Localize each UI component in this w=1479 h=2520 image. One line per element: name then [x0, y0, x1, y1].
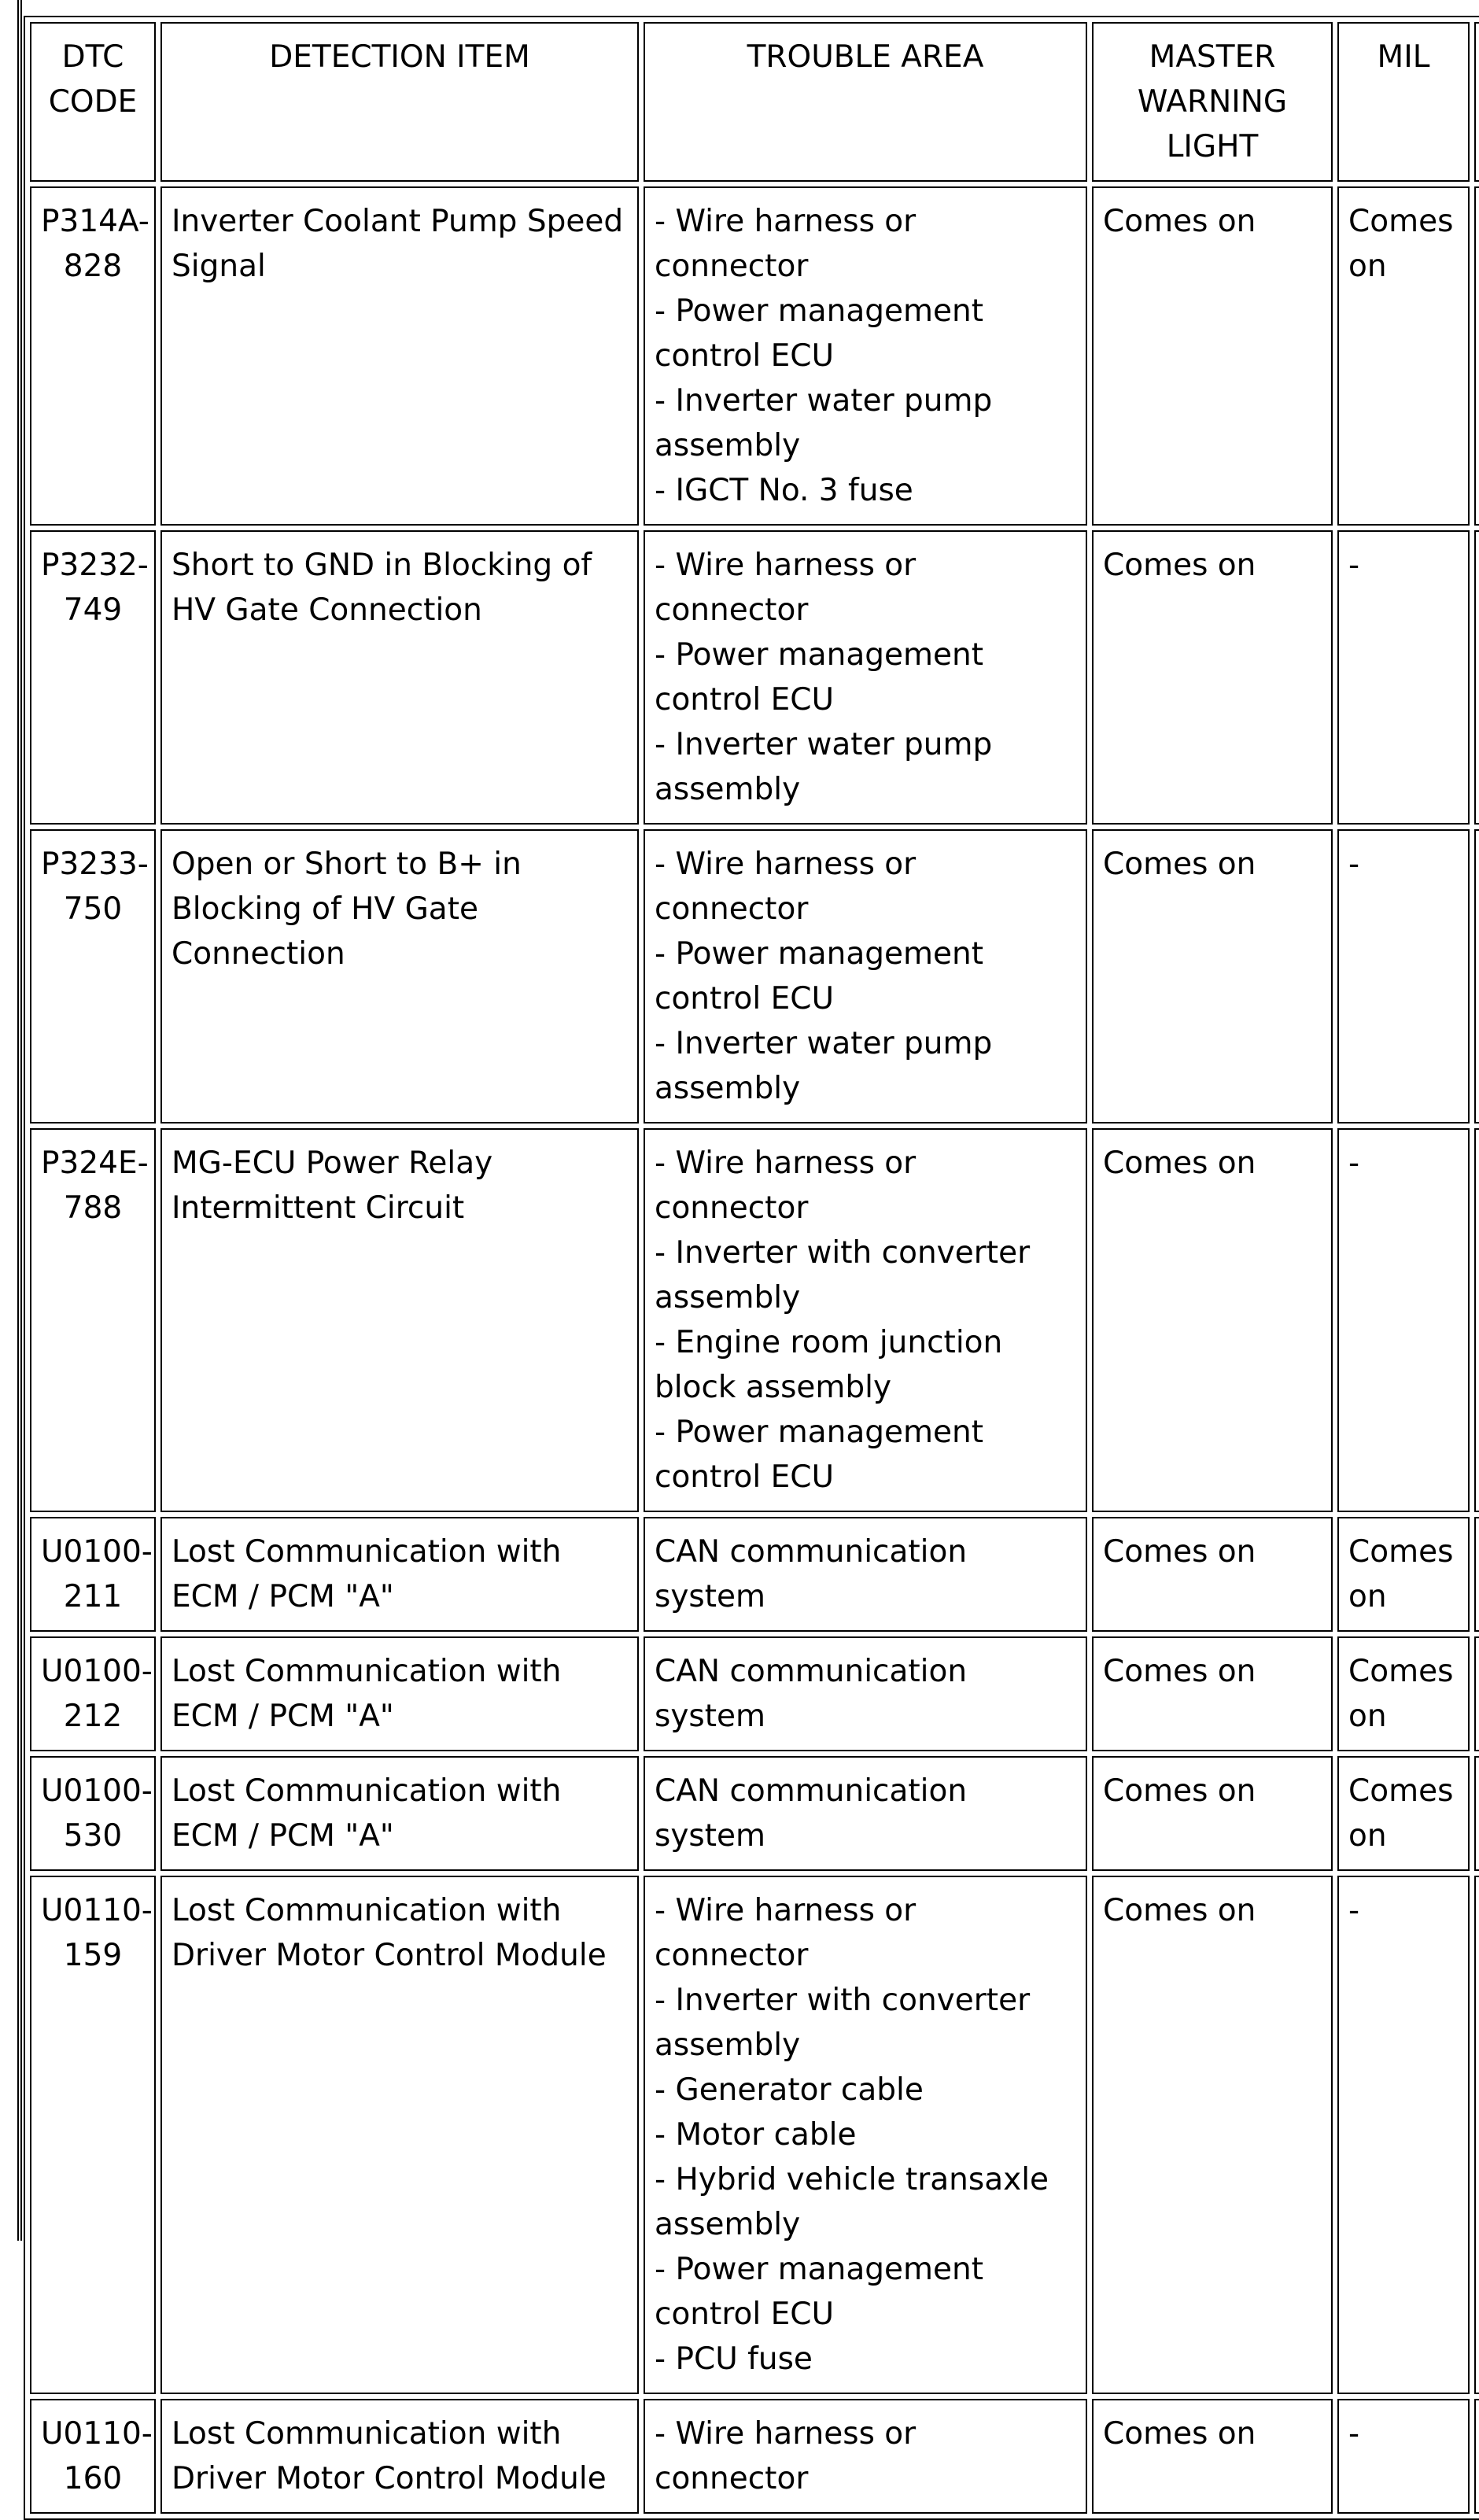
- trouble-area-line: CAN communication system: [655, 1773, 968, 1854]
- dtc-table: [24, 16, 1479, 2520]
- trouble-area-line: - Power management control ECU: [655, 637, 984, 718]
- master-warning-light-cell: Comes on: [1092, 1876, 1333, 2394]
- extra-cell: [1474, 1636, 1479, 1751]
- trouble-area-line: - Inverter water pump assembly: [655, 727, 993, 807]
- master-warning-light-cell: Comes on: [1092, 530, 1333, 825]
- trouble-area-line: - Power management control ECU: [655, 2252, 984, 2332]
- header-dtc-code: DTC CODE: [30, 22, 156, 182]
- detection-item-cell: Lost Communication with ECM / PCM "A": [160, 1517, 639, 1632]
- trouble-area-line: - Wire harness or connector: [655, 204, 917, 284]
- trouble-area-cell: [644, 1636, 1087, 1751]
- trouble-area-line: - Power management control ECU: [655, 293, 984, 374]
- table-row: [30, 2399, 1479, 2514]
- page-left-rule: [17, 0, 22, 2241]
- trouble-area-line: - PCU fuse: [655, 2341, 813, 2377]
- detection-item-cell: Open or Short to B+ in Blocking of HV Gate Connection: [160, 829, 639, 1123]
- trouble-area-line: - Inverter with converter assembly: [655, 1983, 1031, 2063]
- trouble-area-line: CAN communication system: [655, 1534, 968, 1614]
- trouble-area-cell: [644, 2399, 1087, 2514]
- table-row: [30, 1128, 1479, 1512]
- table-row: [30, 1636, 1479, 1751]
- mil-cell: -: [1337, 2399, 1470, 2514]
- trouble-area-line: - Inverter water pump assembly: [655, 383, 993, 463]
- dtc-code-cell: P324E-788: [30, 1128, 156, 1512]
- table-row: [30, 829, 1479, 1123]
- trouble-area-line: - Wire harness or connector: [655, 1146, 917, 1226]
- detection-item-cell: Inverter Coolant Pump Speed Signal: [160, 186, 639, 526]
- master-warning-light-cell: Comes on: [1092, 829, 1333, 1123]
- mil-cell: Comes on: [1337, 1517, 1470, 1632]
- extra-cell: [1474, 1756, 1479, 1871]
- trouble-area-line: - Power management control ECU: [655, 1415, 984, 1495]
- detection-item-cell: Short to GND in Blocking of HV Gate Connection: [160, 530, 639, 825]
- table-row: [30, 530, 1479, 825]
- extra-cell: [1474, 530, 1479, 825]
- trouble-area-cell: [644, 1876, 1087, 2394]
- extra-cell: [1474, 186, 1479, 526]
- trouble-area-line: - Engine room junction block assembly: [655, 1325, 1003, 1405]
- master-warning-light-cell: Comes on: [1092, 1128, 1333, 1512]
- mil-cell: Comes on: [1337, 1756, 1470, 1871]
- extra-cell: [1474, 1517, 1479, 1632]
- extra-cell: [1474, 2399, 1479, 2514]
- mil-cell: Comes on: [1337, 1636, 1470, 1751]
- mil-cell: -: [1337, 530, 1470, 825]
- trouble-area-cell: [644, 829, 1087, 1123]
- detection-item-cell: Lost Communication with ECM / PCM "A": [160, 1636, 639, 1751]
- extra-cell: [1474, 1128, 1479, 1512]
- mil-cell: Comes on: [1337, 186, 1470, 526]
- header-row: [30, 22, 1479, 182]
- extra-cell: [1474, 1876, 1479, 2394]
- trouble-area-cell: [644, 186, 1087, 526]
- master-warning-light-cell: Comes on: [1092, 1517, 1333, 1632]
- master-warning-light-cell: Comes on: [1092, 1636, 1333, 1751]
- dtc-code-cell: P3232-749: [30, 530, 156, 825]
- trouble-area-line: - Wire harness or connector: [655, 847, 917, 927]
- header-mil: MIL: [1337, 22, 1470, 182]
- trouble-area-line: CAN communication system: [655, 1654, 968, 1734]
- table-row: [30, 186, 1479, 526]
- detection-item-cell: MG-ECU Power Relay Intermittent Circuit: [160, 1128, 639, 1512]
- trouble-area-line: - Power management control ECU: [655, 936, 984, 1016]
- dtc-code-cell: P314A-828: [30, 186, 156, 526]
- dtc-code-cell: U0110-159: [30, 1876, 156, 2394]
- trouble-area-line: - Inverter water pump assembly: [655, 1026, 993, 1106]
- dtc-code-cell: U0100-530: [30, 1756, 156, 1871]
- master-warning-light-cell: Comes on: [1092, 2399, 1333, 2514]
- trouble-area-cell: [644, 530, 1087, 825]
- dtc-code-cell: U0100-212: [30, 1636, 156, 1751]
- table-row: [30, 1876, 1479, 2394]
- trouble-area-line: - Motor cable: [655, 2117, 857, 2153]
- trouble-area-line: - Inverter with converter assembly: [655, 1235, 1031, 1315]
- trouble-area-line: - Wire harness or connector: [655, 548, 917, 628]
- trouble-area-line: - IGCT No. 3 fuse: [655, 473, 913, 508]
- master-warning-light-cell: Comes on: [1092, 1756, 1333, 1871]
- mil-cell: -: [1337, 1128, 1470, 1512]
- extra-cell: [1474, 829, 1479, 1123]
- mil-cell: -: [1337, 1876, 1470, 2394]
- trouble-area-line: - Hybrid vehicle transaxle assembly: [655, 2162, 1049, 2242]
- trouble-area-cell: [644, 1128, 1087, 1512]
- trouble-area-line: - Wire harness or connector: [655, 2416, 917, 2496]
- detection-item-cell: Lost Communication with Driver Motor Control Module: [160, 2399, 639, 2514]
- trouble-area-line: - Generator cable: [655, 2072, 924, 2108]
- detection-item-cell: Lost Communication with Driver Motor Control Module: [160, 1876, 639, 2394]
- table-row: [30, 1756, 1479, 1871]
- header-master-warning-light: MASTER WARNING LIGHT: [1092, 22, 1333, 182]
- dtc-code-cell: U0100-211: [30, 1517, 156, 1632]
- trouble-area-cell: [644, 1756, 1087, 1871]
- table-row: [30, 1517, 1479, 1632]
- dtc-code-cell: P3233-750: [30, 829, 156, 1123]
- header-detection-item: DETECTION ITEM: [160, 22, 639, 182]
- header-trouble-area: TROUBLE AREA: [644, 22, 1087, 182]
- header-extra: [1474, 22, 1479, 182]
- trouble-area-line: - Wire harness or connector: [655, 1893, 917, 1973]
- detection-item-cell: Lost Communication with ECM / PCM "A": [160, 1756, 639, 1871]
- trouble-area-cell: [644, 1517, 1087, 1632]
- dtc-code-cell: U0110-160: [30, 2399, 156, 2514]
- mil-cell: -: [1337, 829, 1470, 1123]
- master-warning-light-cell: Comes on: [1092, 186, 1333, 526]
